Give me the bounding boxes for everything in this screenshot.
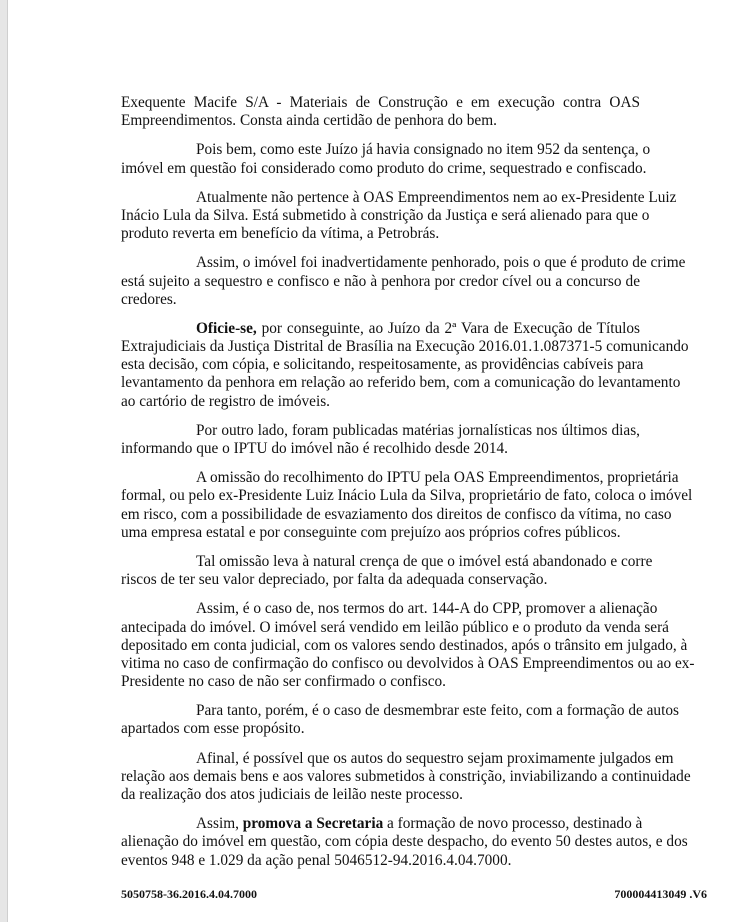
paragraph	[121, 469, 693, 542]
text-line	[121, 767, 691, 786]
text-segment: da realização dos atos judiciais de leilão neste processo.	[121, 786, 463, 803]
text-segment: vitima no caso de confirmação do confisco ou devolvidos à OAS Empreendimentos ou ao ex-	[121, 654, 695, 672]
text-segment: uma empresa estatal e por conseguinte com prejuízo aos próprios cofres públicos.	[121, 523, 621, 541]
text-segment: a formação de novo processo, destinado à	[383, 815, 643, 833]
text-line	[121, 374, 681, 392]
text-line	[121, 618, 669, 637]
paragraph	[121, 141, 651, 177]
text-line	[121, 141, 651, 159]
text-line	[121, 852, 640, 870]
paragraph	[121, 815, 688, 870]
text-line	[121, 338, 689, 356]
text-line	[121, 487, 693, 505]
text-line	[121, 815, 643, 833]
text-segment: Tal omissão leva à natural crença de que o imóvel está abandonado e corre	[196, 552, 653, 570]
text-line	[121, 188, 677, 207]
paragraph	[121, 319, 689, 411]
text-segment: Assim, o imóvel foi inadvertidamente penhorado, pois o que é produto de crime	[196, 254, 686, 272]
text-line	[121, 206, 650, 225]
text-line	[121, 254, 686, 272]
text-segment: Assim,	[196, 815, 243, 833]
text-line	[121, 702, 679, 720]
paragraph	[121, 749, 691, 805]
text-segment: Atualmente não pertence à OAS Empreendimentos nem ao ex-Presidente Luiz	[196, 188, 677, 206]
text-segment: Exequente Macife S/A - Materiais de Construção e em execução contra OAS	[121, 94, 640, 111]
text-segment: Pois bem, como este Juízo já havia consignado no item 952 da sentença, o	[196, 141, 651, 159]
paragraph	[121, 552, 653, 589]
text-segment: em risco, com a possibilidade de esvaziamento dos direitos de confisco da vítima, no caso	[121, 505, 672, 523]
text-line	[121, 273, 640, 291]
text-segment: informando que o IPTU do imóvel não é recolhido desde 2014.	[121, 440, 509, 457]
text-line	[121, 571, 640, 589]
text-line	[121, 786, 640, 804]
text-segment: formal, ou pelo ex-Presidente Luiz Inácio Lula da Silva, proprietário de fato, coloca o imóvel	[121, 487, 693, 505]
text-line	[121, 440, 640, 458]
text-segment: A omissão do recolhimento do IPTU pela OAS Empreendimentos, proprietária	[196, 469, 679, 487]
text-segment: eventos 948 e 1.029 da ação penal 5046512-94.2016.4.04.7000.	[121, 851, 512, 869]
text-line	[121, 552, 653, 571]
paragraph	[121, 702, 679, 738]
text-line	[121, 94, 640, 112]
text-line	[121, 469, 679, 487]
text-segment: está sujeito a sequestro e confisco e não à penhora por credor cível ou a concurso de	[121, 272, 640, 290]
text-segment: riscos de ter seu valor depreciado, por falta da adequada conservação.	[121, 571, 548, 589]
bold-text: Oficie-se,	[196, 319, 257, 337]
text-line	[121, 356, 644, 374]
paragraph	[121, 422, 640, 458]
text-segment: imóvel em questão foi considerado como produto do crime, sequestrado e confiscado.	[121, 159, 647, 177]
text-line	[121, 636, 688, 655]
text-segment: Afinal, é possível que os autos do sequestro sejam proximamente julgados em	[196, 749, 674, 767]
bold-text: promova a Secretaria	[242, 815, 384, 833]
text-segment: esta decisão, com cópia, e solicitando, respeitosamente, as providências cabíveis para	[121, 356, 644, 374]
footer-process-number: 5050758-36.2016.4.04.7000	[121, 887, 257, 901]
text-line	[121, 600, 658, 618]
text-line	[121, 720, 640, 738]
text-segment: produto reverta em benefício da vítima, a Petrobrás.	[121, 225, 440, 243]
document-body	[121, 94, 695, 881]
text-segment: Para tanto, porém, é o caso de desmembrar este feito, com a formação de autos	[196, 702, 679, 720]
text-segment: apartados com esse propósito.	[121, 720, 305, 738]
text-segment: relação aos demais bens e aos valores submetidos à constrição, inviabilizando a continuidade	[121, 767, 691, 785]
text-line	[121, 505, 672, 524]
text-segment: alienação do imóvel em questão, com cópia deste despacho, do evento 50 destes autos, e dos	[121, 833, 688, 851]
text-line	[121, 654, 695, 673]
text-segment: depositado em conta judicial, com os valores sendo destinados, após o trânsito em julgado, à	[121, 636, 688, 654]
text-segment: ao cartório de registro de imóveis.	[121, 392, 330, 410]
text-segment: Presidente no caso de não ser confirmado o confisco.	[121, 673, 446, 691]
text-segment: levantamento da penhora em relação ao referido bem, com a comunicação do levantamento	[121, 374, 681, 392]
text-segment: Extrajudiciais da Justiça Distrital de Brasília na Execução 2016.01.1.087371-5 comunicando	[121, 338, 689, 356]
text-segment: Por outro lado, foram publicadas matérias jornalísticas nos últimos dias,	[196, 421, 640, 439]
text-line	[121, 524, 640, 542]
text-line	[121, 159, 647, 178]
text-line	[121, 673, 640, 691]
footer-document-code: 700004413049 .V6	[614, 887, 707, 901]
text-segment: Empreendimentos. Consta ainda certidão de penhora do bem.	[121, 112, 497, 130]
text-line	[121, 833, 688, 851]
text-line	[121, 225, 640, 243]
paragraph	[121, 188, 677, 244]
text-segment: por conseguinte, ao Juízo da 2ª Vara de Execução de Títulos	[256, 319, 640, 337]
paragraph	[121, 254, 686, 309]
page-edge	[0, 0, 8, 922]
text-segment: antecipada do imóvel. O imóvel será vendido em leilão público e o produto da venda será	[121, 618, 669, 636]
text-line	[121, 422, 640, 440]
text-line	[121, 393, 640, 411]
text-segment: credores.	[121, 290, 177, 308]
text-line	[121, 291, 640, 309]
text-segment: Inácio Lula da Silva. Está submetido à constrição da Justiça e será alienado para que o	[121, 206, 650, 224]
text-line	[121, 320, 640, 338]
paragraph	[121, 94, 640, 130]
paragraph	[121, 600, 695, 691]
text-line	[121, 749, 674, 768]
text-segment: Assim, é o caso de, nos termos do art. 144-A do CPP, promover a alienação	[196, 600, 658, 618]
text-line	[121, 112, 640, 130]
